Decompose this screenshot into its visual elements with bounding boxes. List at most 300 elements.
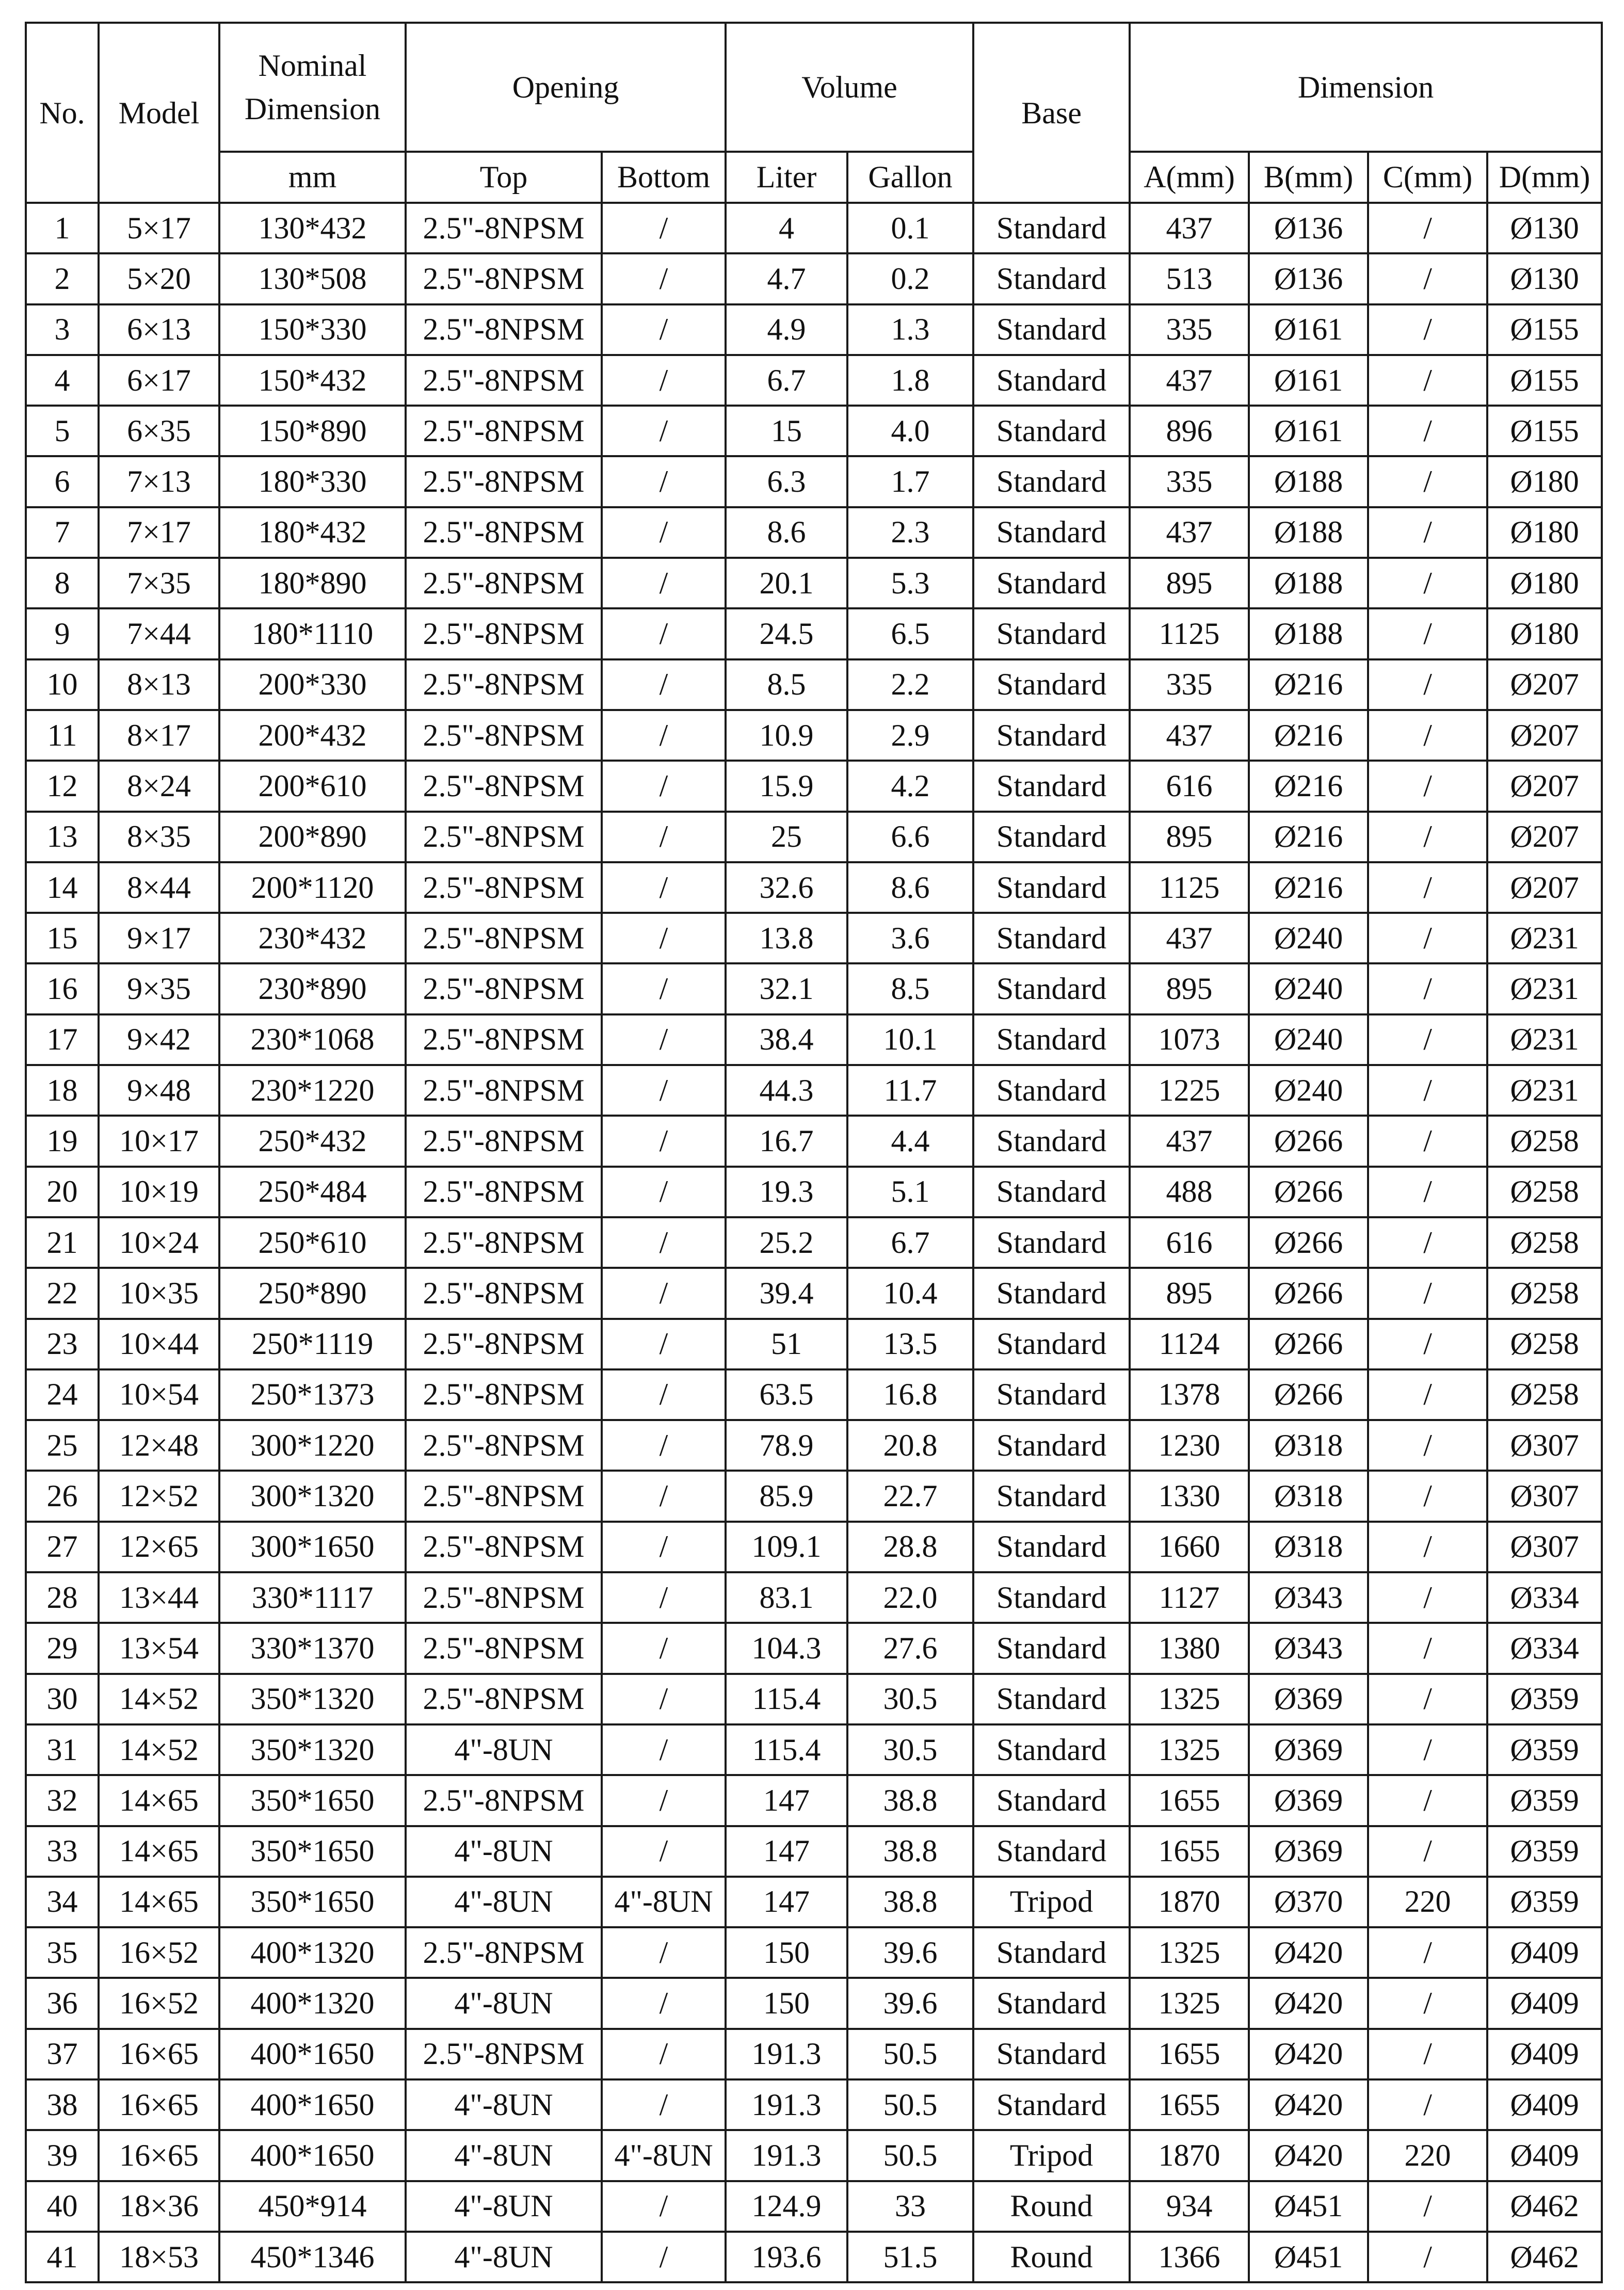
cell-dim-d: Ø258 <box>1487 1319 1602 1369</box>
cell-no: 21 <box>26 1217 99 1268</box>
cell-volume-gallon: 5.1 <box>847 1167 973 1217</box>
cell-dim-a: 335 <box>1130 456 1249 507</box>
cell-no: 25 <box>26 1420 99 1471</box>
spec-table <box>25 22 1603 2283</box>
cell-no: 24 <box>26 1369 99 1420</box>
cell-base: Round <box>973 2232 1130 2282</box>
cell-volume-gallon: 0.2 <box>847 253 973 304</box>
cell-dim-b: Ø420 <box>1249 1927 1368 1978</box>
cell-base: Standard <box>973 1927 1130 1978</box>
cell-volume-liter: 16.7 <box>726 1116 847 1166</box>
cell-volume-gallon: 33 <box>847 2181 973 2232</box>
cell-model: 10×24 <box>99 1217 219 1268</box>
cell-nominal-dimension: 250*610 <box>219 1217 406 1268</box>
cell-no: 9 <box>26 608 99 659</box>
header-dim-b: B(mm) <box>1249 152 1368 203</box>
cell-no: 26 <box>26 1471 99 1521</box>
cell-dim-b: Ø420 <box>1249 2079 1368 2130</box>
cell-volume-liter: 104.3 <box>726 1623 847 1673</box>
cell-opening-top: 2.5"-8NPSM <box>406 812 602 862</box>
cell-volume-liter: 25 <box>726 812 847 862</box>
cell-opening-top: 2.5"-8NPSM <box>406 1014 602 1065</box>
cell-nominal-dimension: 200*1120 <box>219 862 406 913</box>
cell-model: 7×44 <box>99 608 219 659</box>
cell-volume-liter: 20.1 <box>726 558 847 608</box>
table-row <box>26 558 1602 608</box>
cell-dim-c: / <box>1368 1014 1487 1065</box>
cell-dim-b: Ø240 <box>1249 1014 1368 1065</box>
cell-dim-d: Ø258 <box>1487 1116 1602 1166</box>
cell-dim-c: / <box>1368 253 1487 304</box>
header-liter: Liter <box>726 152 847 203</box>
cell-dim-c: / <box>1368 2232 1487 2282</box>
table-row <box>26 2232 1602 2282</box>
cell-volume-liter: 147 <box>726 1877 847 1927</box>
cell-volume-liter: 63.5 <box>726 1369 847 1420</box>
cell-dim-c: / <box>1368 1522 1487 1572</box>
cell-model: 5×17 <box>99 203 219 253</box>
cell-base: Standard <box>973 812 1130 862</box>
cell-volume-liter: 51 <box>726 1319 847 1369</box>
cell-base: Standard <box>973 1826 1130 1877</box>
cell-no: 31 <box>26 1724 99 1775</box>
cell-dim-b: Ø188 <box>1249 608 1368 659</box>
cell-volume-gallon: 20.8 <box>847 1420 973 1471</box>
cell-opening-bottom: / <box>602 862 726 913</box>
cell-dim-c: / <box>1368 1268 1487 1318</box>
cell-dim-d: Ø462 <box>1487 2232 1602 2282</box>
cell-opening-top: 2.5"-8NPSM <box>406 1268 602 1318</box>
cell-nominal-dimension: 250*1373 <box>219 1369 406 1420</box>
cell-opening-bottom: / <box>602 659 726 710</box>
cell-volume-gallon: 1.8 <box>847 355 973 406</box>
cell-dim-d: Ø409 <box>1487 2029 1602 2079</box>
cell-volume-liter: 32.6 <box>726 862 847 913</box>
cell-model: 5×20 <box>99 253 219 304</box>
cell-model: 7×17 <box>99 507 219 558</box>
cell-base: Standard <box>973 304 1130 355</box>
cell-model: 12×52 <box>99 1471 219 1521</box>
cell-volume-liter: 85.9 <box>726 1471 847 1521</box>
cell-model: 14×65 <box>99 1877 219 1927</box>
cell-no: 27 <box>26 1522 99 1572</box>
cell-dim-b: Ø266 <box>1249 1167 1368 1217</box>
cell-dim-c: / <box>1368 304 1487 355</box>
cell-nominal-dimension: 350*1650 <box>219 1775 406 1826</box>
cell-volume-gallon: 50.5 <box>847 2079 973 2130</box>
cell-model: 6×13 <box>99 304 219 355</box>
cell-no: 39 <box>26 2130 99 2181</box>
header-model: Model <box>99 23 219 203</box>
cell-dim-c: / <box>1368 456 1487 507</box>
cell-no: 22 <box>26 1268 99 1318</box>
cell-dim-c: / <box>1368 1065 1487 1116</box>
cell-dim-a: 1660 <box>1130 1522 1249 1572</box>
cell-dim-a: 1325 <box>1130 1724 1249 1775</box>
cell-dim-a: 335 <box>1130 659 1249 710</box>
cell-model: 9×48 <box>99 1065 219 1116</box>
cell-base: Standard <box>973 1217 1130 1268</box>
cell-opening-bottom: / <box>602 406 726 456</box>
cell-volume-gallon: 50.5 <box>847 2029 973 2079</box>
header-volume: Volume <box>726 23 973 152</box>
cell-base: Standard <box>973 1623 1130 1673</box>
cell-nominal-dimension: 350*1320 <box>219 1674 406 1724</box>
cell-base: Standard <box>973 1369 1130 1420</box>
cell-dim-d: Ø409 <box>1487 1927 1602 1978</box>
table-row <box>26 761 1602 811</box>
header-nominal-unit: mm <box>219 152 406 203</box>
header-dim-a: A(mm) <box>1130 152 1249 203</box>
cell-volume-gallon: 27.6 <box>847 1623 973 1673</box>
cell-model: 13×44 <box>99 1572 219 1623</box>
cell-opening-bottom: / <box>602 203 726 253</box>
cell-opening-top: 4"-8UN <box>406 1724 602 1775</box>
cell-opening-bottom: / <box>602 1674 726 1724</box>
cell-opening-bottom: 4"-8UN <box>602 1877 726 1927</box>
cell-volume-liter: 191.3 <box>726 2079 847 2130</box>
cell-dim-d: Ø207 <box>1487 761 1602 811</box>
cell-dim-a: 1870 <box>1130 2130 1249 2181</box>
cell-opening-top: 2.5"-8NPSM <box>406 1420 602 1471</box>
table-row <box>26 456 1602 507</box>
cell-dim-c: / <box>1368 812 1487 862</box>
cell-dim-a: 1870 <box>1130 1877 1249 1927</box>
cell-dim-a: 1325 <box>1130 1674 1249 1724</box>
header-bottom: Bottom <box>602 152 726 203</box>
cell-opening-top: 2.5"-8NPSM <box>406 406 602 456</box>
table-row <box>26 1116 1602 1166</box>
cell-dim-a: 1366 <box>1130 2232 1249 2282</box>
cell-volume-liter: 147 <box>726 1826 847 1877</box>
cell-opening-bottom: / <box>602 1927 726 1978</box>
cell-dim-b: Ø240 <box>1249 913 1368 963</box>
cell-base: Standard <box>973 558 1130 608</box>
cell-dim-c: / <box>1368 862 1487 913</box>
cell-opening-bottom: / <box>602 710 726 761</box>
cell-base: Standard <box>973 1724 1130 1775</box>
cell-nominal-dimension: 250*484 <box>219 1167 406 1217</box>
cell-volume-gallon: 6.7 <box>847 1217 973 1268</box>
cell-dim-c: / <box>1368 1978 1487 2028</box>
cell-dim-d: Ø258 <box>1487 1369 1602 1420</box>
cell-opening-bottom: / <box>602 1471 726 1521</box>
table-row <box>26 1268 1602 1318</box>
cell-dim-a: 1378 <box>1130 1369 1249 1420</box>
cell-volume-liter: 15.9 <box>726 761 847 811</box>
cell-opening-bottom: / <box>602 1014 726 1065</box>
cell-base: Round <box>973 2181 1130 2232</box>
cell-nominal-dimension: 180*330 <box>219 456 406 507</box>
cell-opening-top: 2.5"-8NPSM <box>406 253 602 304</box>
cell-opening-bottom: / <box>602 456 726 507</box>
table-row <box>26 1420 1602 1471</box>
cell-model: 6×35 <box>99 406 219 456</box>
cell-volume-liter: 124.9 <box>726 2181 847 2232</box>
cell-dim-c: / <box>1368 1217 1487 1268</box>
cell-base: Standard <box>973 608 1130 659</box>
header-nominal-dimension <box>219 23 406 152</box>
cell-dim-b: Ø161 <box>1249 406 1368 456</box>
header-no: No. <box>26 23 99 203</box>
cell-volume-gallon: 30.5 <box>847 1674 973 1724</box>
cell-dim-b: Ø369 <box>1249 1724 1368 1775</box>
cell-opening-bottom: / <box>602 304 726 355</box>
table-row <box>26 608 1602 659</box>
cell-no: 11 <box>26 710 99 761</box>
cell-dim-d: Ø180 <box>1487 507 1602 558</box>
cell-opening-top: 2.5"-8NPSM <box>406 761 602 811</box>
cell-opening-top: 2.5"-8NPSM <box>406 355 602 406</box>
cell-no: 32 <box>26 1775 99 1826</box>
cell-volume-gallon: 10.1 <box>847 1014 973 1065</box>
cell-dim-b: Ø216 <box>1249 812 1368 862</box>
cell-nominal-dimension: 230*1220 <box>219 1065 406 1116</box>
cell-no: 10 <box>26 659 99 710</box>
cell-dim-a: 616 <box>1130 1217 1249 1268</box>
cell-dim-d: Ø231 <box>1487 1065 1602 1116</box>
cell-volume-liter: 38.4 <box>726 1014 847 1065</box>
cell-dim-d: Ø207 <box>1487 862 1602 913</box>
cell-opening-top: 4"-8UN <box>406 2079 602 2130</box>
cell-volume-gallon: 2.9 <box>847 710 973 761</box>
table-row <box>26 203 1602 253</box>
cell-dim-c: / <box>1368 761 1487 811</box>
cell-opening-bottom: / <box>602 507 726 558</box>
cell-dim-c: / <box>1368 1471 1487 1521</box>
cell-dim-d: Ø180 <box>1487 608 1602 659</box>
cell-no: 23 <box>26 1319 99 1369</box>
cell-dim-b: Ø216 <box>1249 862 1368 913</box>
cell-volume-gallon: 38.8 <box>847 1775 973 1826</box>
cell-no: 28 <box>26 1572 99 1623</box>
cell-opening-bottom: / <box>602 1420 726 1471</box>
cell-dim-b: Ø318 <box>1249 1471 1368 1521</box>
cell-dim-a: 934 <box>1130 2181 1249 2232</box>
cell-dim-c: / <box>1368 1826 1487 1877</box>
cell-model: 12×48 <box>99 1420 219 1471</box>
cell-dim-b: Ø343 <box>1249 1572 1368 1623</box>
cell-volume-liter: 150 <box>726 1978 847 2028</box>
cell-dim-d: Ø258 <box>1487 1167 1602 1217</box>
table-row <box>26 963 1602 1014</box>
cell-opening-top: 2.5"-8NPSM <box>406 558 602 608</box>
cell-dim-a: 488 <box>1130 1167 1249 1217</box>
cell-model: 16×65 <box>99 2130 219 2181</box>
cell-base: Standard <box>973 1978 1130 2028</box>
cell-dim-d: Ø180 <box>1487 558 1602 608</box>
cell-model: 13×54 <box>99 1623 219 1673</box>
cell-dim-c: / <box>1368 406 1487 456</box>
cell-dim-b: Ø266 <box>1249 1268 1368 1318</box>
cell-nominal-dimension: 200*432 <box>219 710 406 761</box>
cell-volume-liter: 13.8 <box>726 913 847 963</box>
cell-model: 12×65 <box>99 1522 219 1572</box>
cell-dim-c: / <box>1368 558 1487 608</box>
cell-volume-gallon: 28.8 <box>847 1522 973 1572</box>
cell-volume-gallon: 1.3 <box>847 304 973 355</box>
cell-volume-gallon: 8.6 <box>847 862 973 913</box>
cell-dim-c: / <box>1368 1116 1487 1166</box>
cell-opening-top: 2.5"-8NPSM <box>406 1319 602 1369</box>
cell-nominal-dimension: 180*890 <box>219 558 406 608</box>
cell-dim-d: Ø258 <box>1487 1268 1602 1318</box>
cell-opening-bottom: / <box>602 1116 726 1166</box>
cell-opening-bottom: / <box>602 1522 726 1572</box>
cell-base: Standard <box>973 963 1130 1014</box>
cell-volume-liter: 15 <box>726 406 847 456</box>
cell-dim-c: / <box>1368 203 1487 253</box>
cell-opening-bottom: / <box>602 761 726 811</box>
cell-model: 6×17 <box>99 355 219 406</box>
cell-opening-top: 2.5"-8NPSM <box>406 608 602 659</box>
cell-model: 9×35 <box>99 963 219 1014</box>
cell-volume-liter: 8.5 <box>726 659 847 710</box>
cell-opening-bottom: / <box>602 1369 726 1420</box>
cell-opening-top: 4"-8UN <box>406 1877 602 1927</box>
cell-dim-a: 1655 <box>1130 2079 1249 2130</box>
cell-volume-gallon: 4.2 <box>847 761 973 811</box>
cell-nominal-dimension: 300*1220 <box>219 1420 406 1471</box>
table-row <box>26 1724 1602 1775</box>
cell-opening-bottom: / <box>602 355 726 406</box>
cell-dim-c: / <box>1368 1775 1487 1826</box>
cell-opening-top: 2.5"-8NPSM <box>406 963 602 1014</box>
table-row <box>26 2181 1602 2232</box>
cell-nominal-dimension: 450*1346 <box>219 2232 406 2282</box>
cell-dim-c: / <box>1368 2079 1487 2130</box>
cell-nominal-dimension: 350*1650 <box>219 1877 406 1927</box>
header-dim-d: D(mm) <box>1487 152 1602 203</box>
cell-no: 37 <box>26 2029 99 2079</box>
cell-opening-top: 4"-8UN <box>406 2130 602 2181</box>
cell-dim-d: Ø307 <box>1487 1420 1602 1471</box>
cell-volume-gallon: 3.6 <box>847 913 973 963</box>
cell-dim-c: / <box>1368 963 1487 1014</box>
cell-opening-top: 2.5"-8NPSM <box>406 710 602 761</box>
cell-nominal-dimension: 250*890 <box>219 1268 406 1318</box>
header-opening: Opening <box>406 23 726 152</box>
cell-no: 5 <box>26 406 99 456</box>
cell-model: 14×65 <box>99 1826 219 1877</box>
cell-opening-bottom: / <box>602 1724 726 1775</box>
cell-opening-top: 2.5"-8NPSM <box>406 1369 602 1420</box>
header-dim-c: C(mm) <box>1368 152 1487 203</box>
cell-no: 30 <box>26 1674 99 1724</box>
cell-nominal-dimension: 130*508 <box>219 253 406 304</box>
cell-base: Standard <box>973 1319 1130 1369</box>
table-row <box>26 1927 1602 1978</box>
cell-volume-gallon: 16.8 <box>847 1369 973 1420</box>
table-row <box>26 1877 1602 1927</box>
cell-dim-d: Ø359 <box>1487 1775 1602 1826</box>
cell-dim-a: 1230 <box>1130 1420 1249 1471</box>
cell-volume-gallon: 6.6 <box>847 812 973 862</box>
cell-dim-d: Ø207 <box>1487 710 1602 761</box>
cell-no: 8 <box>26 558 99 608</box>
cell-nominal-dimension: 250*1119 <box>219 1319 406 1369</box>
cell-dim-d: Ø231 <box>1487 913 1602 963</box>
cell-opening-bottom: / <box>602 1572 726 1623</box>
cell-no: 17 <box>26 1014 99 1065</box>
cell-dim-d: Ø359 <box>1487 1877 1602 1927</box>
cell-dim-d: Ø180 <box>1487 456 1602 507</box>
cell-opening-top: 2.5"-8NPSM <box>406 456 602 507</box>
cell-model: 8×35 <box>99 812 219 862</box>
cell-no: 34 <box>26 1877 99 1927</box>
cell-dim-b: Ø188 <box>1249 558 1368 608</box>
cell-opening-bottom: / <box>602 1623 726 1673</box>
cell-nominal-dimension: 300*1650 <box>219 1522 406 1572</box>
cell-volume-gallon: 22.7 <box>847 1471 973 1521</box>
cell-dim-d: Ø231 <box>1487 963 1602 1014</box>
cell-dim-a: 895 <box>1130 812 1249 862</box>
cell-opening-top: 2.5"-8NPSM <box>406 1065 602 1116</box>
cell-model: 14×52 <box>99 1674 219 1724</box>
cell-dim-b: Ø451 <box>1249 2232 1368 2282</box>
table-row <box>26 253 1602 304</box>
cell-opening-bottom: / <box>602 608 726 659</box>
cell-base: Standard <box>973 1522 1130 1572</box>
cell-dim-b: Ø318 <box>1249 1420 1368 1471</box>
cell-model: 18×53 <box>99 2232 219 2282</box>
cell-base: Standard <box>973 406 1130 456</box>
cell-base: Standard <box>973 1167 1130 1217</box>
cell-model: 16×52 <box>99 1927 219 1978</box>
cell-volume-gallon: 51.5 <box>847 2232 973 2282</box>
cell-dim-c: / <box>1368 1167 1487 1217</box>
cell-opening-bottom: 4"-8UN <box>602 2130 726 2181</box>
table-row <box>26 1978 1602 2028</box>
cell-no: 20 <box>26 1167 99 1217</box>
cell-no: 41 <box>26 2232 99 2282</box>
cell-volume-liter: 109.1 <box>726 1522 847 1572</box>
table-body <box>26 203 1602 2282</box>
cell-dim-b: Ø161 <box>1249 355 1368 406</box>
cell-volume-liter: 32.1 <box>726 963 847 1014</box>
cell-model: 10×35 <box>99 1268 219 1318</box>
cell-model: 10×17 <box>99 1116 219 1166</box>
cell-dim-d: Ø130 <box>1487 253 1602 304</box>
cell-dim-d: Ø307 <box>1487 1522 1602 1572</box>
cell-dim-d: Ø155 <box>1487 355 1602 406</box>
cell-opening-bottom: / <box>602 1268 726 1318</box>
cell-volume-liter: 191.3 <box>726 2029 847 2079</box>
cell-dim-c: / <box>1368 608 1487 659</box>
cell-dim-c: 220 <box>1368 1877 1487 1927</box>
cell-base: Standard <box>973 1065 1130 1116</box>
cell-base: Standard <box>973 253 1130 304</box>
cell-nominal-dimension: 400*1650 <box>219 2079 406 2130</box>
cell-dim-b: Ø451 <box>1249 2181 1368 2232</box>
cell-volume-gallon: 50.5 <box>847 2130 973 2181</box>
cell-model: 8×44 <box>99 862 219 913</box>
cell-dim-b: Ø266 <box>1249 1369 1368 1420</box>
cell-base: Standard <box>973 1572 1130 1623</box>
cell-model: 8×24 <box>99 761 219 811</box>
cell-no: 14 <box>26 862 99 913</box>
cell-base: Standard <box>973 1775 1130 1826</box>
cell-base: Tripod <box>973 1877 1130 1927</box>
cell-dim-a: 1225 <box>1130 1065 1249 1116</box>
table-row <box>26 304 1602 355</box>
cell-opening-bottom: / <box>602 1775 726 1826</box>
table-row <box>26 1065 1602 1116</box>
cell-opening-top: 2.5"-8NPSM <box>406 862 602 913</box>
cell-model: 10×44 <box>99 1319 219 1369</box>
cell-dim-a: 1325 <box>1130 1927 1249 1978</box>
cell-volume-gallon: 13.5 <box>847 1319 973 1369</box>
